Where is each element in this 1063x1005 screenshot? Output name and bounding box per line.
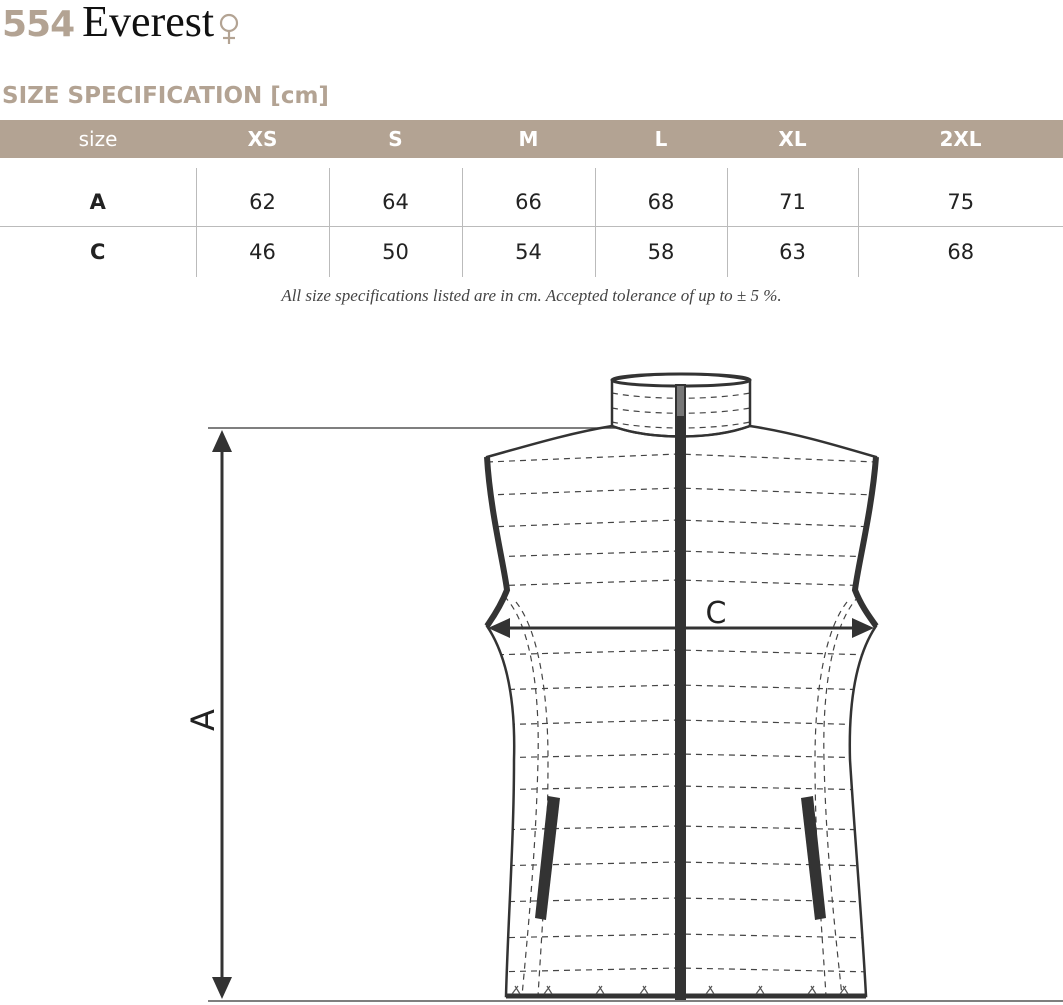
table-spacer bbox=[0, 158, 1063, 168]
row-label-a: A bbox=[0, 168, 196, 227]
zipper-pull bbox=[677, 386, 684, 416]
pocket-right bbox=[801, 796, 826, 920]
zipper bbox=[675, 384, 686, 1000]
female-symbol-icon bbox=[218, 13, 240, 50]
table-row bbox=[0, 227, 1063, 278]
size-table bbox=[0, 120, 1063, 277]
header-size-label: size bbox=[0, 120, 196, 158]
measure-a-guide bbox=[208, 428, 1063, 1001]
product-title bbox=[2, 0, 240, 46]
table-cell: 62 bbox=[196, 168, 329, 227]
table-cell: 63 bbox=[727, 227, 858, 278]
table-cell: 68 bbox=[595, 168, 727, 227]
header-size-xs: XS bbox=[196, 120, 329, 158]
arrow-up-icon bbox=[212, 430, 232, 452]
row-label-c: C bbox=[90, 240, 106, 264]
header-size-xl: XL bbox=[727, 120, 858, 158]
table-cell: 54 bbox=[462, 227, 595, 278]
header-size-m: M bbox=[462, 120, 595, 158]
header-size-l: L bbox=[595, 120, 727, 158]
pocket-left bbox=[535, 796, 560, 920]
table-row bbox=[0, 168, 1063, 227]
armhole-binding-right bbox=[855, 457, 876, 626]
table-cell: 46 bbox=[196, 227, 329, 278]
arrow-down-icon bbox=[212, 977, 232, 999]
label-a: A bbox=[184, 709, 222, 731]
product-name: Everest bbox=[82, 0, 215, 46]
table-cell: 71 bbox=[727, 168, 858, 227]
table-cell: 68 bbox=[858, 227, 1063, 278]
table-cell: 75 bbox=[858, 168, 1063, 227]
label-c: C bbox=[705, 596, 727, 631]
product-code: 554 bbox=[2, 4, 75, 45]
table-header-row bbox=[0, 120, 1063, 158]
table-cell: 64 bbox=[329, 168, 462, 227]
vest-diagram bbox=[0, 360, 1063, 1005]
table-cell: 58 bbox=[595, 227, 727, 278]
armhole-binding-left bbox=[487, 457, 507, 626]
table-cell: 66 bbox=[462, 168, 595, 227]
tolerance-note: All size specifications listed are in cm. Accepted tolerance of up to ± 5 %. bbox=[281, 286, 782, 305]
header-size-2xl: 2XL bbox=[858, 120, 1063, 158]
header-size-s: S bbox=[329, 120, 462, 158]
table-cell: 50 bbox=[329, 227, 462, 278]
section-title: SIZE SPECIFICATION [cm] bbox=[2, 83, 329, 109]
